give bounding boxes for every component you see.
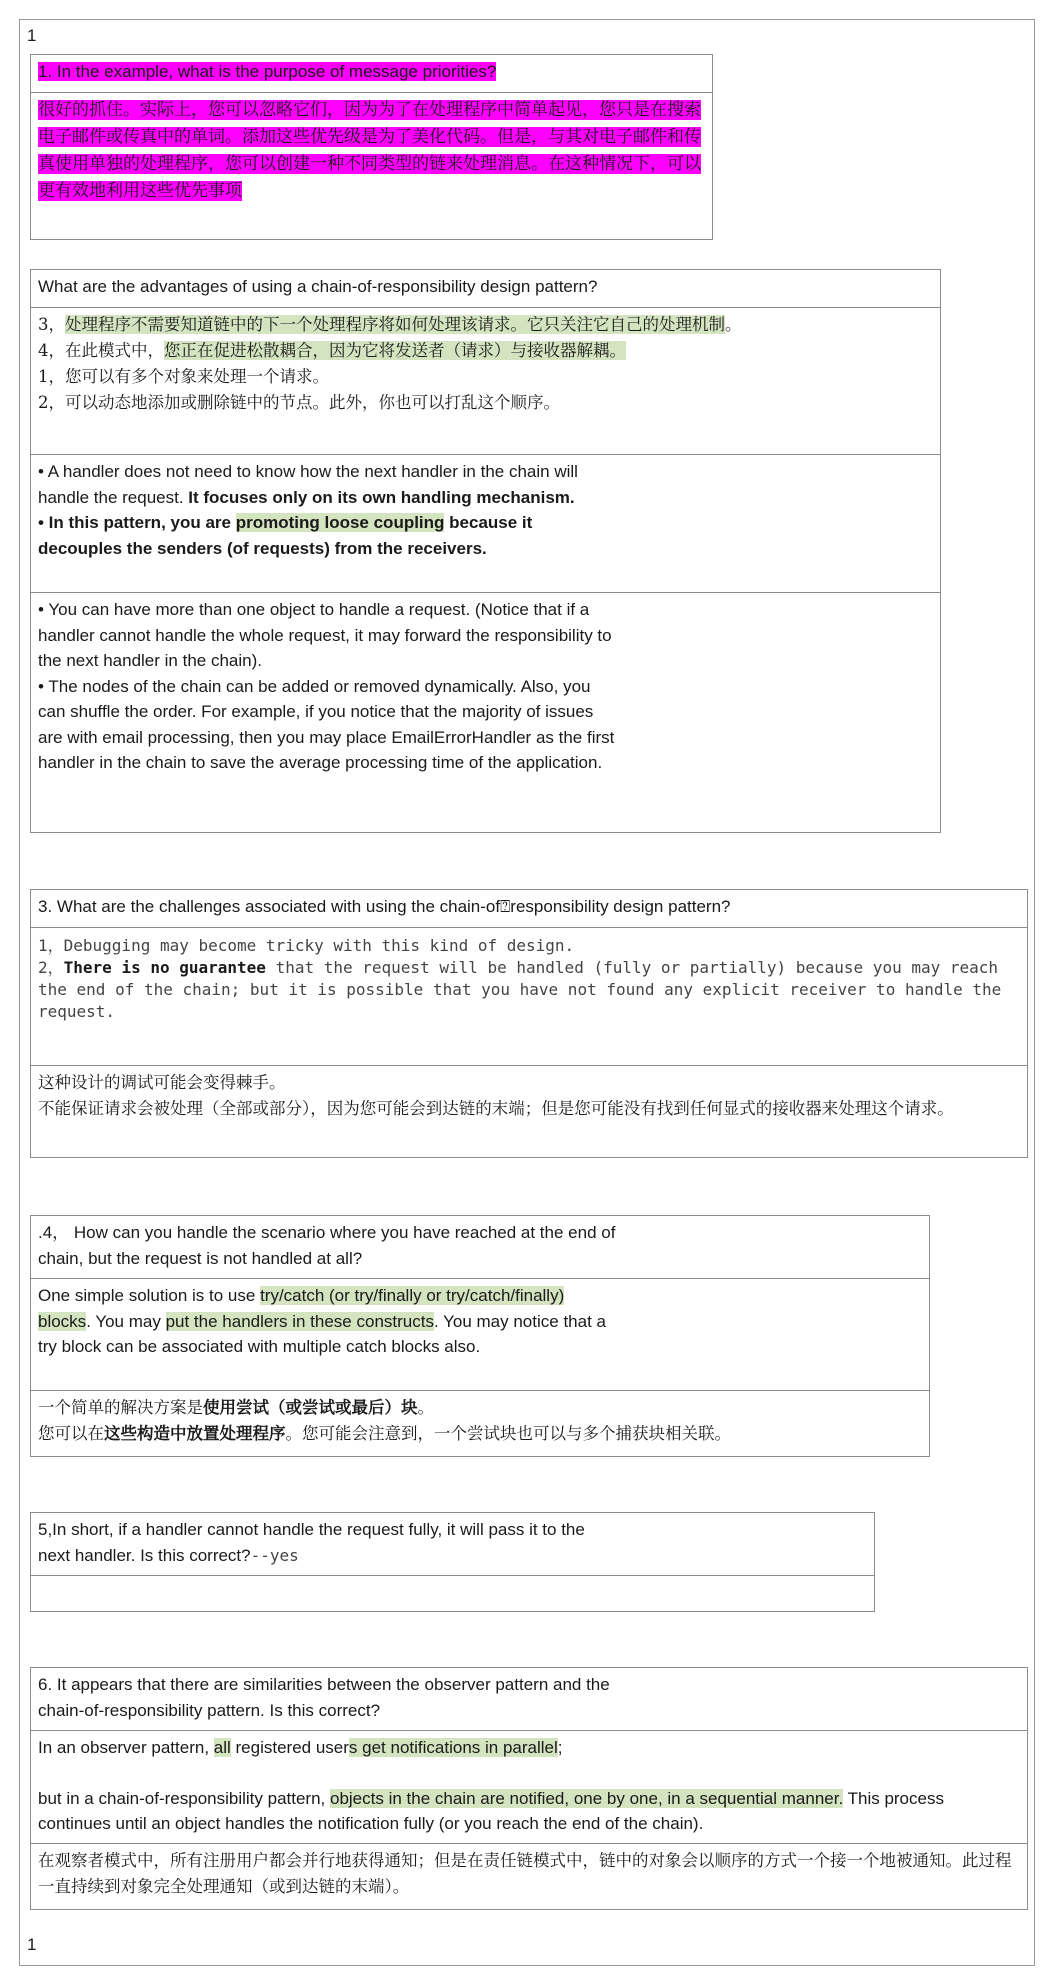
answer-6-en: In an observer pattern, all registered users get notifications in parallel; but in a chain-of-responsibility pattern, objects in the chain are notified, one by one, in a sequential manner. This process continues until an object handles the notification fully (or you reach the end of the chain).: [31, 1730, 1027, 1843]
question-5-table: [30, 1512, 875, 1612]
question-2-table: [30, 269, 941, 833]
question-1-table: [30, 54, 713, 240]
answer-6-zh: 在观察者模式中，所有注册用户都会并行地获得通知；但是在责任链模式中，链中的对象会以顺序的方式一个接一个地被通知。此过程一直持续到对象完全处理通知（或到达链的末端）。: [31, 1843, 1027, 1909]
question-4: .4， How can you handle the scenario where you have reached at the end of chain, but the request is not handled at all?: [38, 1223, 616, 1268]
answer-3-zh: 这种设计的调试可能会变得棘手。 不能保证请求会被处理（全部或部分），因为您可能会到达链的末端；但是您可能没有找到任何显式的接收器来处理这个请求。: [31, 1065, 1027, 1157]
question-6-table: [30, 1667, 1028, 1910]
answer-2-en-part1: • A handler does not need to know how the next handler in the chain will handle the request. It focuses only on its own handling mechanism. • In this pattern, you are promoting loose coupling because it decouples the senders (of requests) from the receivers.: [31, 454, 940, 592]
answer-3-en: 1，Debugging may become tricky with this kind of design. 2，There is no guarantee that the request will be handled (fully or partially) because you may reach the end of the chain; but it is possible that you have not found any explicit receiver to handle the request.: [31, 927, 1027, 1065]
question-2: What are the advantages of using a chain-of-responsibility design pattern?: [38, 277, 598, 296]
answer-2-en-part2: • You can have more than one object to handle a request. (Notice that if a handler cannot handle the whole request, it may forward the responsibility to the next handler in the chain). • The nodes of the chain can be added or removed dynamically. Also, you can shuffle the order. For example, if you notice that the majority of issues are with email processing, then you may place EmailErrorHandler as the first handler in the chain to save the average processing time of the application.: [31, 592, 940, 832]
question-5: 5,In short, if a handler cannot handle the request fully, it will pass it to the next handler. Is this correct?--yes: [38, 1520, 585, 1565]
question-6: 6. It appears that there are similarities between the observer pattern and the chain-of-responsibility pattern. Is this correct?: [38, 1675, 610, 1720]
question-4-table: [30, 1215, 930, 1457]
question-1: 1. In the example, what is the purpose of message priorities?: [38, 62, 497, 81]
answer-4-zh: 一个简单的解决方案是使用尝试（或尝试或最后）块。 您可以在这些构造中放置处理程序。您可能会注意到，一个尝试块也可以与多个捕获块相关联。: [31, 1390, 929, 1456]
answer-2-zh: 3，处理程序不需要知道链中的下一个处理程序将如何处理该请求。它只关注它自己的处理机制。 4，在此模式中，您正在促进松散耦合，因为它将发送者（请求）与接收器解耦。 1，您可以有多个对象来处理一个请求。 2，可以动态地添加或删除链中的节点。此外，你也可以打乱这个顺序。: [31, 307, 940, 454]
question-3-table: [30, 889, 1028, 1158]
answer-5-empty: [31, 1575, 874, 1611]
page-number-top: 1: [27, 26, 37, 45]
question-3: 3. What are the challenges associated with using the chain-of⍰responsibility design pattern?: [38, 897, 731, 916]
answer-4-en: One simple solution is to use try/catch (or try/finally or try/catch/finally) blocks. You may put the handlers in these constructs. You may notice that a try block can be associated with multiple catch blocks also.: [31, 1278, 929, 1390]
answer-1-zh: 很好的抓住。实际上，您可以忽略它们，因为为了在处理程序中简单起见，您只是在搜索电子邮件或传真中的单词。添加这些优先级是为了美化代码。但是，与其对电子邮件和传真使用单独的处理程序，您可以创建一种不同类型的链来处理消息。在这种情况下，可以更有效地利用这些优先事项: [31, 92, 712, 239]
page-number-bottom: 1: [27, 1935, 37, 1954]
